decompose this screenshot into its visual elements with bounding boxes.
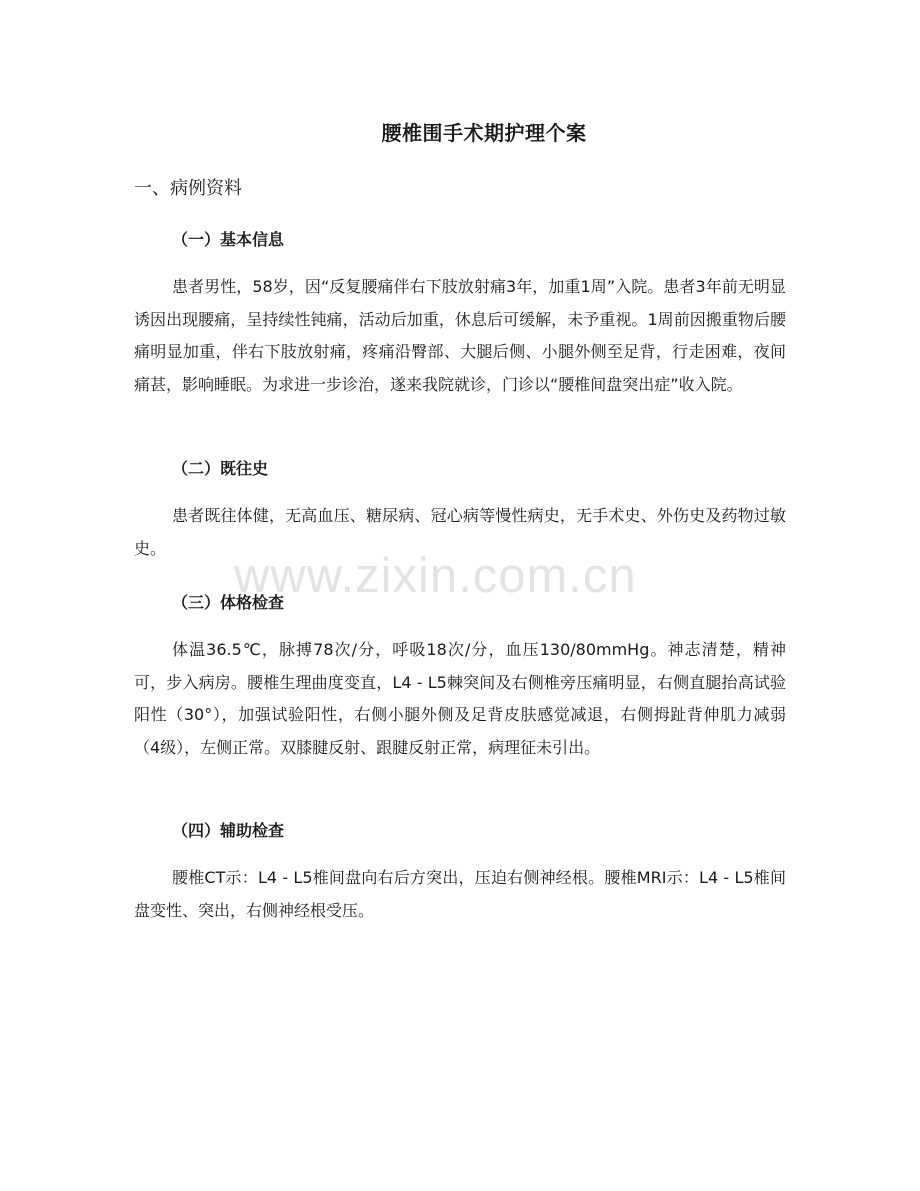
watermark: www.zixin.com.cn (234, 549, 637, 603)
subsection-heading-basic-info: （一）基本信息 (172, 230, 285, 249)
document-title: 腰椎围手术期护理个案 (381, 121, 587, 145)
paragraph-auxiliary-exam: 腰椎CT示：L4 - L5椎间盘向右后方突出，压迫右侧神经根。腰椎MRI示：L4 - L5椎间盘变性、突出，右侧神经根受压。 (134, 868, 786, 920)
paragraph-physical-exam: 体温36.5℃，脉搏78次/分，呼吸18次/分，血压130/80mmHg。神志清楚，精神可，步入病房。腰椎生理曲度变直，L4 - L5棘突间及右侧椎旁压痛明显，右侧直腿抬高试验阳性（30°），加强试验阳性，右侧小腿外侧及足背皮肤感觉减退，右侧拇趾背伸肌力减弱（4级），左侧正常。双膝腱反射、跟腱反射正常，病理征未引出。 (134, 640, 786, 757)
subsection-heading-auxiliary-exam: （四）辅助检查 (172, 821, 285, 840)
paragraph-basic-info: 患者男性，58岁，因“反复腰痛伴右下肢放射痛3年，加重1周”入院。患者3年前无明显诱因出现腰痛，呈持续性钝痛，活动后加重，休息后可缓解，未予重视。1周前因搬重物后腰痛明显加重，伴右下肢放射痛，疼痛沿臀部、大腿后侧、小腿外侧至足背，行走困难，夜间痛甚，影响睡眠。为求进一步诊治，遂来我院就诊，门诊以“腰椎间盘突出症”收入院。 (134, 277, 786, 394)
section-heading-case-data: 一、病例资料 (134, 178, 242, 199)
subsection-heading-physical-exam: （三）体格检查 (172, 593, 285, 612)
paragraph-past-history: 患者既往体健，无高血压、糖尿病、冠心病等慢性病史，无手术史、外伤史及药物过敏史。 (134, 506, 786, 558)
subsection-heading-past-history: （二）既往史 (172, 459, 269, 478)
